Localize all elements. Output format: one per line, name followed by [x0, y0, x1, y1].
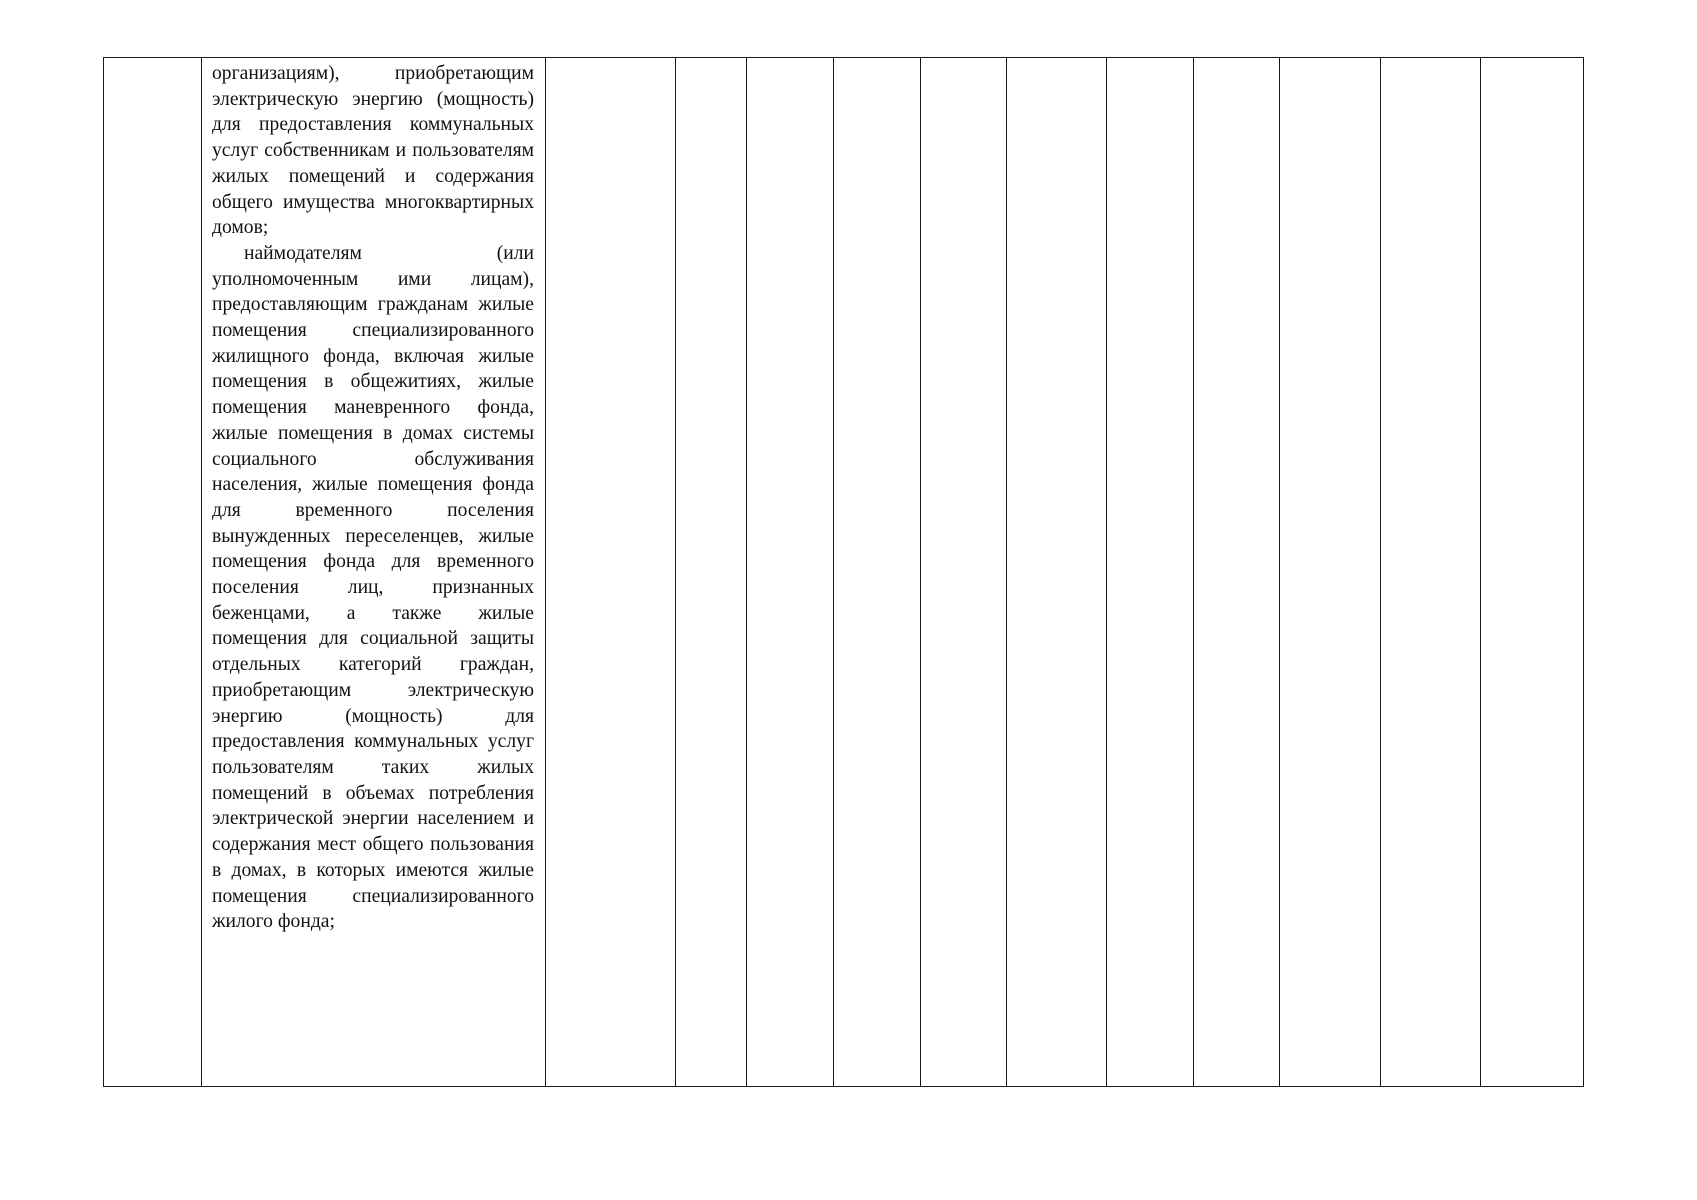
table-cell-col-5 — [747, 58, 834, 1087]
data-table — [103, 57, 1584, 1087]
table-cell-col-6 — [834, 58, 921, 1087]
table-cell-col-7 — [921, 58, 1007, 1087]
table-cell-col-10 — [1194, 58, 1280, 1087]
table-cell-col-12 — [1381, 58, 1481, 1087]
table-row — [104, 58, 1584, 1087]
table-cell-col-1 — [104, 58, 202, 1087]
table-cell-description — [202, 58, 546, 1087]
table-cell-col-4 — [676, 58, 747, 1087]
paragraph-landlords: наймодателям (или уполномоченным ими лицам), предоставляющим гражданам жилые помещения специализированного жилищного фонда, включая жилые помещения в общежитиях, жилые помещения маневренного фонда, жилые помещения в домах системы социального обслуживания населения, жилые помещения фонда для временного поселения вынужденных переселенцев, жилые помещения фонда для временного поселения лиц, признанных беженцами, а также жилые помещения для социальной защиты отдельных категорий граждан, приобретающим электрическую энергию (мощность) для предоставления коммунальных услуг пользователям таких жилых помещений в объемах потребления электрической энергии населением и содержания мест общего пользования в домах, в которых имеются жилые помещения специализированного жилого фонда; — [212, 242, 534, 933]
paragraph-consumers-organizations: организациям), приобретающим электрическую энергию (мощность) для предоставления коммунальных услуг собственникам и пользователям жилых помещений и содержания общего имущества многоквартирных домов; — [212, 63, 534, 239]
table-cell-col-9 — [1107, 58, 1194, 1087]
table-cell-col-3 — [546, 58, 676, 1087]
table-cell-col-8 — [1007, 58, 1107, 1087]
table-cell-col-11 — [1280, 58, 1381, 1087]
table-cell-col-13 — [1481, 58, 1584, 1087]
